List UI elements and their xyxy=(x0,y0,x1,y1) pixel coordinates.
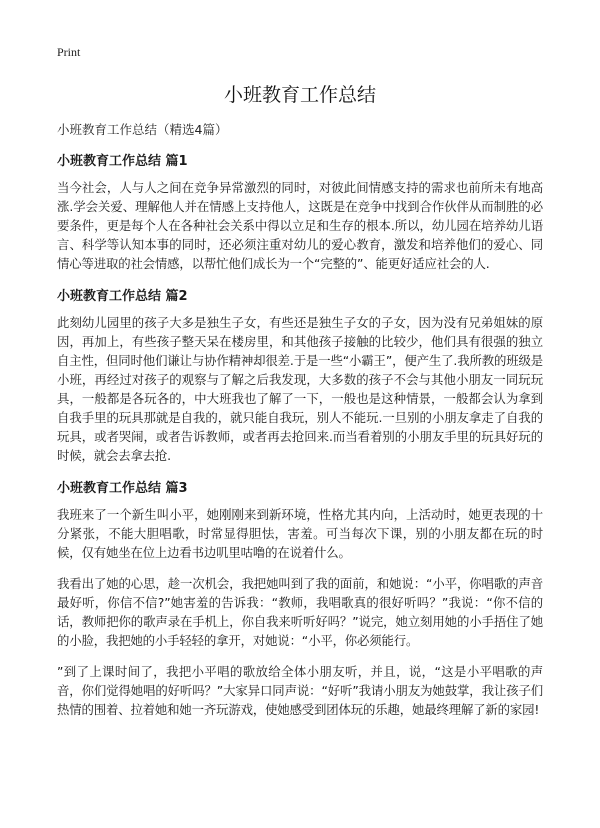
section-3 xyxy=(57,477,543,719)
section-heading: 小班教育工作总结 篇2 xyxy=(57,289,188,304)
section-heading: 小班教育工作总结 篇3 xyxy=(57,481,188,496)
section-heading: 小班教育工作总结 篇1 xyxy=(57,154,188,169)
section-paragraph: 我看出了她的心思，趁一次机会，我把她叫到了我的面前，和她说：“小平，你唱歌的声音最好听，你信不信?”她害羞的告诉我：“教师，我唱歌真的很好听吗？”我说：“你不信的话，教师把你的歌声录在手机上，你自我来听听好吗？”说完，她立刻用她的小手捂住了她的小脸，我把她的小手轻轻的拿开，对她说：“小平，你必须能行。 xyxy=(57,576,543,648)
section-1 xyxy=(57,150,543,273)
print-link[interactable]: Print xyxy=(57,45,81,59)
section-paragraph: 此刻幼儿园里的孩子大多是独生子女，有些还是独生子女的子女，因为没有兄弟姐妹的原因，再加上，有些孩子整天呆在楼房里，和其他孩子接触的比较少，他们具有很强的独立自主性，但同时他们谦让与协作精神却很差.于是一些“小霸王”，便产生了.我所教的班级是小班，再经过对孩子的观察与了解之后我发现，大多数的孩子不会与其他小朋友一同玩玩具，一般都是各玩各的，中大班我也了解了一下，一般也是这种情景，一般都会认为拿到自我手里的玩具那就是自我的，就只能自我玩，别人不能玩.一旦别的小朋友拿走了自我的玩具，或者哭闹，或者告诉教师，或者再去抢回来.而当看着别的小朋友手里的玩具好玩的时候，就会去拿去抢. xyxy=(57,315,543,463)
page-title: 小班教育工作总结 xyxy=(223,84,376,106)
section-paragraph: 当今社会，人与人之间在竞争异常激烈的同时，对彼此间情感支持的需求也前所未有地高涨.学会关爱、理解他人并在情感上支持他人，这既是在竞争中找到合作伙伴从而制胜的必要条件，更是每个人在各种社会关系中得以立足和生存的根本.所以，幼儿园在培养幼儿语言、科学等认知本事的同时，还必须注重对幼儿的爱心教育，激发和培养他们的爱心、同情心等进取的社会情感，以帮忙他们成长为一个“完整的”、能更好适应社会的人. xyxy=(57,180,543,271)
document-subtitle: 小班教育工作总结（精选4篇） xyxy=(57,122,228,137)
section-2 xyxy=(57,285,543,465)
section-paragraph: 我班来了一个新生叫小平，她刚刚来到新环境，性格尤其内向，上活动时，她更表现的十分紧张，不能大胆唱歌，时常显得胆怯，害羞。可当每次下课，别的小朋友都在玩的时候，仅有她坐在位上边看书边叽里咕噜的在说着什么。 xyxy=(57,507,543,560)
article-body xyxy=(57,150,543,731)
section-paragraph: ”到了上课时间了，我把小平唱的歌放给全体小朋友听，并且，说，“这是小平唱歌的声音，你们觉得她唱的好听吗？”大家异口同声说：“好听”我请小朋友为她鼓掌，我让孩子们热情的围着、拉着她和她一齐玩游戏，使她感受到团体玩的乐趣，她最终理解了新的家园! xyxy=(57,664,543,717)
